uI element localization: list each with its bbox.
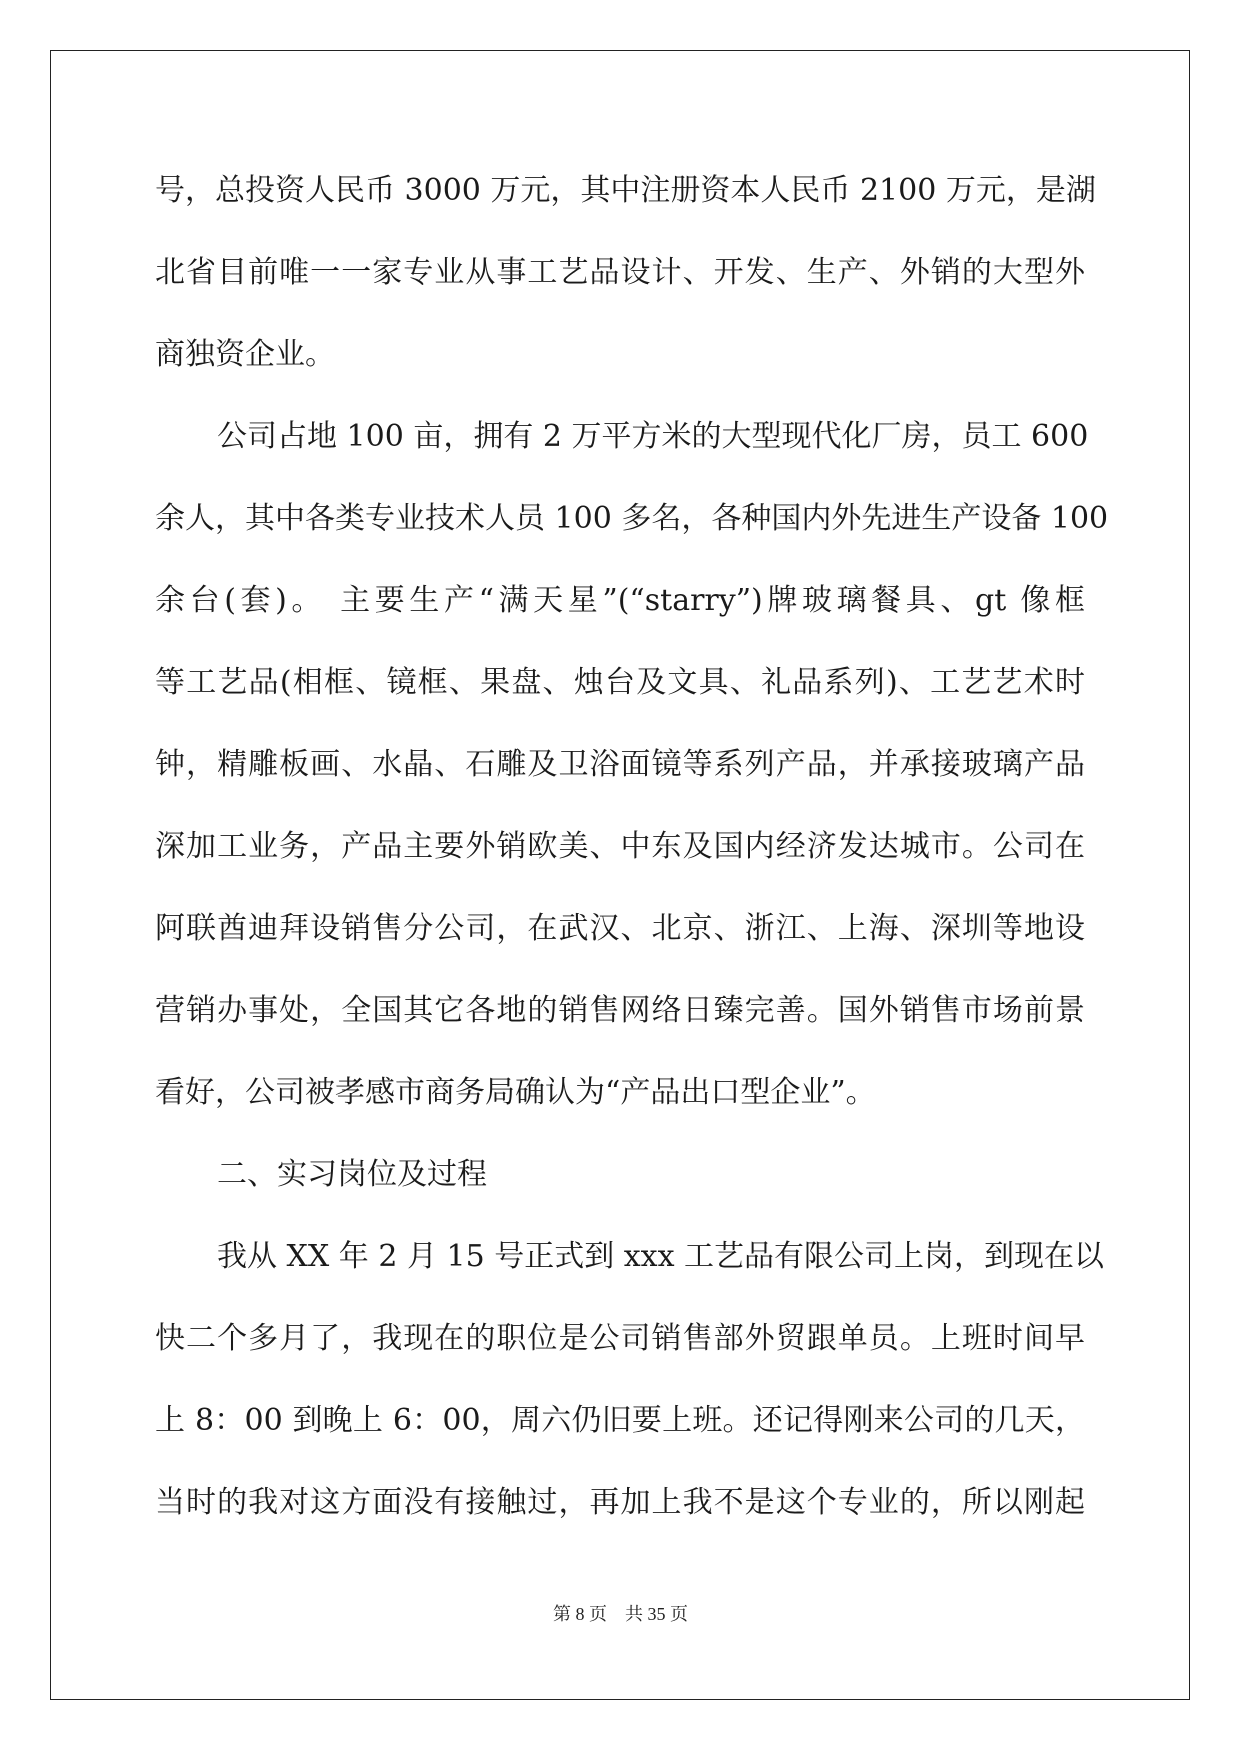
text-line: 余台(套)。 主要生产“满天星”(“starry”)牌玻璃餐具、gt 像框 <box>155 583 1085 618</box>
text-line: 当时的我对这方面没有接触过，再加上我不是这个专业的，所以刚起 <box>155 1485 1085 1520</box>
text-line: 余人，其中各类专业技术人员 100 多名，各种国内外先进生产设备 100 <box>155 501 1109 536</box>
text-line: 公司占地 100 亩，拥有 2 万平方米的大型现代化厂房，员工 600 <box>217 419 1089 454</box>
page-number: 第 8 页 共 35 页 <box>553 1604 688 1624</box>
text-line: 深加工业务，产品主要外销欧美、中东及国内经济发达城市。公司在 <box>155 829 1085 864</box>
document-body <box>155 165 1109 1559</box>
text-line: 我从 XX 年 2 月 15 号正式到 xxx 工艺品有限公司上岗，到现在以 <box>217 1239 1105 1274</box>
text-line: 看好，公司被孝感市商务局确认为“产品出口型企业”。 <box>155 1075 876 1110</box>
text-line: 快二个多月了，我现在的职位是公司销售部外贸跟单员。上班时间早 <box>155 1321 1085 1356</box>
text-line: 号，总投资人民币 3000 万元，其中注册资本人民币 2100 万元，是湖 <box>155 173 1096 208</box>
text-line: 北省目前唯一一家专业从事工艺品设计、开发、生产、外销的大型外 <box>155 255 1085 290</box>
text-line: 阿联酋迪拜设销售分公司，在武汉、北京、浙江、上海、深圳等地设 <box>155 911 1085 946</box>
text-line: 商独资企业。 <box>155 337 335 372</box>
text-line: 钟，精雕板画、水晶、石雕及卫浴面镜等系列产品，并承接玻璃产品 <box>155 747 1085 782</box>
text-line: 上 8：00 到晚上 6：00，周六仍旧要上班。还记得刚来公司的几天， <box>155 1403 1085 1438</box>
section-heading: 二、实习岗位及过程 <box>217 1157 487 1192</box>
text-line: 营销办事处，全国其它各地的销售网络日臻完善。国外销售市场前景 <box>155 993 1085 1028</box>
text-line: 等工艺品(相框、镜框、果盘、烛台及文具、礼品系列)、工艺艺术时 <box>155 665 1085 700</box>
